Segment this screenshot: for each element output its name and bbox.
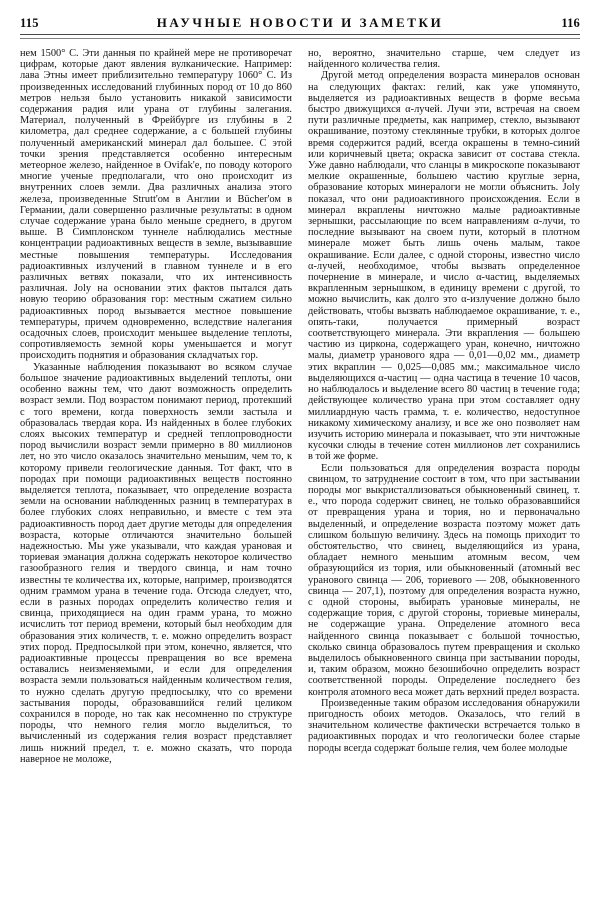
folio-right: 116	[561, 16, 580, 30]
paragraph: Указанные наблюдения показывают во всяком случае большое значение радиоактивных выделений теплоты, они особенно важны тем, что дают возможность определить возраст земли. Под возрастом понимают период, протекший с того времени, когда поверхность земли застыла и образовалась твердая кора. Из найденных в более глубоких слоях высоких температур и средней теплопроводности пород вычислили возраст земли примерно в 80 миллионов лет, но это число оказалось значительно меньшим, чем то, к которому привели геологические данныя. Тот факт, что в породах при помощи радиоактивных веществ постоянно выделяется теплота, показывает, что определение возраста земли на основании наблюденных разниц в температурах в более глубоких слоях неправильно, и вместе с тем эта радиоактивность пород дает другие методы для определения возраста, которые отличаются значительно большей надежностью. Мы уже указывали, что каждая урановая и ториевая эманация должна содержать некоторое количество газообразного гелия и твердого свинца, и нам точно известны те количества их, которые, например, производятся одним граммом урана в течение года. Отсюда следует, что, если в разных породах определить количество гелия и свинца, приходящиеся на один грамм урана, то можно исчислить тот период времени, который был необходим для образования этих количеств, т. е. можно определить возраст этих пород. Предпосылкой при этом, конечно, является, что радиоактивные процессы превращения во все времена оставались неизменяемыми, и если для определения возраста земли пользоваться найденным количеством гелия, то нужно сделать другую предпосылку, что со времени застывания породы, образовавшийся гелий целиком сохранился в породе, но так как несомненно по структуре породы, что немного гелия могло выделиться, то вычисленный из содержания гелия возраст представляет лишь нижний предел, т. е. можно сказать, что порода наверное не моложе,	[20, 361, 292, 765]
folio-left: 115	[20, 16, 39, 30]
page-title: НАУЧНЫЕ НОВОСТИ И ЗАМЕТКИ	[156, 15, 444, 30]
column-left	[20, 48, 292, 914]
paragraph: но, вероятно, значительно старше, чем следует из найденного количества гелия.	[308, 48, 580, 71]
column-right	[308, 48, 580, 914]
paragraph: Другой метод определения возраста минералов основан на следующих фактах: гелий, как уже упомянуто, выделяется из радиоактивных веществ в форме весьма быстро движущихся α-лучей. Лучи эти, встречая на своем пути различные предметы, как например, стекло, вызывают окрашивание, поэтому стеклянные трубки, в которых долгое время содержится радий, всегда окрашены в темно-синий или коричневый цвета; окраска зависит от состава стекла. Уже давно наблюдали, что сланцы в микроскопе показывают мелкие окрашенные, большею частию круглые зерна, образование которых минералоги не могли объяснить. Joly показал, что они радиоактивного происхождения. Если в минерал вкраплены ничтожно малые радиоактивные зернышки, рассылающие по всем направлениям α-лучи, то последние вызывают на своем пути, который в плотном минерале может быть лишь очень малым, такое окрашивание. Если далее, с одной стороны, известно число α-лучей, необходимое, чтобы вызвать определенное почернение в минерале, и число α-частиц, выделяемых вкрапленным зернышком, в единицу времени с другой, то можно вычислить, как долго это α-излучение должно было действовать, чтобы вызвать наблюдаемое окрашивание, т. е., опять-таки, получается примерный возраст соответствующего минерала. Эти вкрапления — большею частию из циркона, содержащего уран, конечно, ничтожно малы, диаметр уранового ядра — 0,01—0,02 мм., диаметр этих вкраплин — 0,025—0,085 мм.; максимальное число выделяющихся α-частиц — одна частица в течение 10 часов, но наблюдалось и выделение всего 80 частиц в течение года; действующее количество урана при этом составляет одну миллиардную часть грамма, т. е. количество, недоступное никакому химическому анализу, и все же оно позволяет нам изучить историю минерала и показывает, что эти ничтожные кусочки слюды в течение сотен миллионов лет сохранились в той же форме.	[308, 70, 580, 463]
paragraph: Произведенные таким образом исследования обнаружили пригодность обоих методов. Оказалось, что гелий в значительном количестве фактически встречается только в радиоактивных породах и что геологически более старые породы всегда содержат больше гелия, чем более молодые	[308, 697, 580, 754]
text-columns	[20, 48, 580, 914]
paragraph: Если пользоваться для определения возраста породы свинцом, то затруднение состоит в том, что при застывании породы мог выкристаллизоваться обыкновенный свинец, т. е., что порода содержит свинец, не только образовавшийся от превращения урана и тория, но и первоначально выделенный, и определение возраста поэтому может дать слишком большую величину. Здесь на помощь приходит то обстоятельство, что свинец, выделяющийся из урана, обладает немного меньшим атомным весом, чем образующийся из тория, или обыкновенный (атомный вес уранового свинца — 206, ториевого — 208, обыкновенного свинца — 207,1), поэтому для определения возраста нужно, с одной стороны, выбирать урановые минералы, не содержащие тория, с другой стороны, ториевые минералы, не содержащие урана. Определение атомного веса найденного свинца показывает с большой точностью, сколько свинца образовалось путем превращения и сколько выделилось обыкновенного свинца при застывании породы, и, таким образом, можно безошибочно определить возраст соответственной породы. Определение последнего без контроля атомного веса может дать верхний предел возраста.	[308, 462, 580, 698]
paragraph: нем 1500° С. Эти данныя по крайней мере не противоречат цифрам, которые дают явления вулканические. Например: лава Этны имеет приблизительно температуру 1060° С. Из произведенных исследований глубинных пород от 10 до 860 метров нельзя было установить никакой зависимости содержания радия или урана от глубины залегания. Материал, полученный в Фрейбурге из глубины в 2 километра, дал среднее содержание, а с большей глубины полученный американский минерал дал большее. С этой точки зрения представляется особенно интересным метеорное железо, найденное в Ovifak'e, по поводу которого многие ученые предполагали, что оно происходит из внутренних слоев земли. Два различных анализа этого железа, произведенные Strutt'ом в Англии и Bücher'ом в Германии, дали совершенно различные результаты: в одном случае содержание урана было меньше среднего, в другом выше. В Симплонском туннеле наблюдались местные концентрации радиоактивных веществ в земле, вызывавшие местные повышения температуры. Исследования радиоактивных излучений в главном туннеле и в его различных ветвях показали, что их интенсивность различная. Joly на основании этих фактов пытался дать новую теорию образования гор: местным сжатием сильно радиоактивных пород вызывается местное повышение температуры, причем одновременно, вследствие налегания осадочных слоев, происходит меньшее выделение теплоты, сопротивляемость земной коры уменьшается и могут происходить поднятия и образования складчатых гор.	[20, 48, 292, 362]
running-head	[20, 14, 580, 32]
header-rule	[20, 34, 580, 39]
